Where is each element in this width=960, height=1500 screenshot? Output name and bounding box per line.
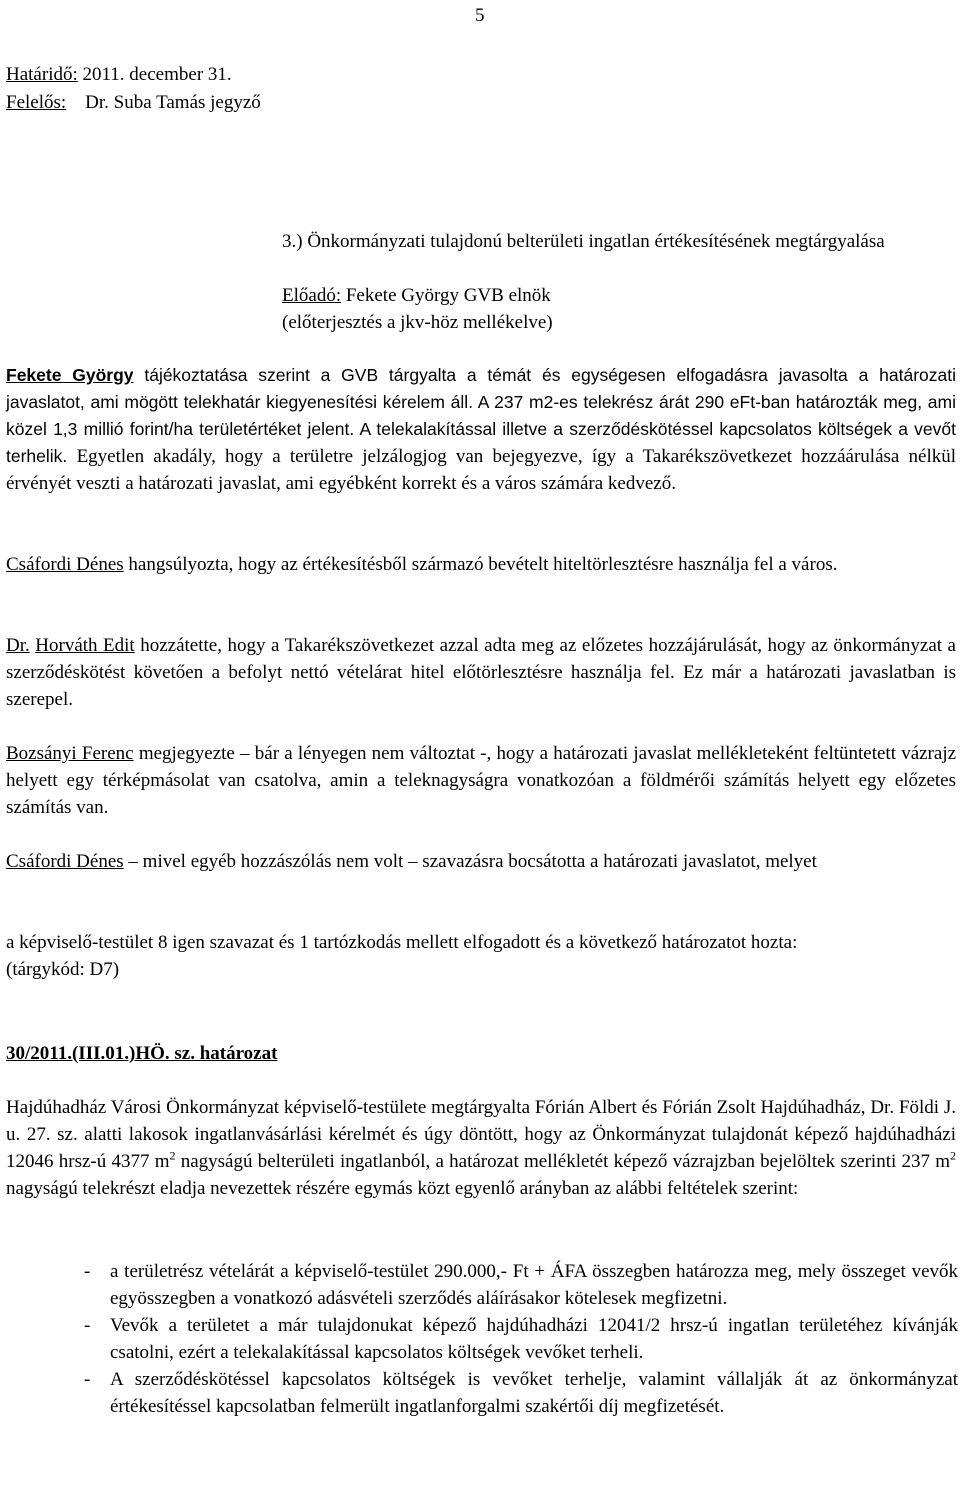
speaker-name: Horváth Edit xyxy=(35,635,135,656)
speaker-name: Csáfordi Dénes xyxy=(6,851,124,872)
subject-code: (tárgykód: D7) xyxy=(6,959,120,980)
paragraph-csafordi-1 xyxy=(6,551,956,578)
presenter-value: Fekete György GVB elnök xyxy=(345,285,551,306)
paragraph-fekete xyxy=(6,362,956,497)
paragraph-text: hangsúlyozta, hogy az értékesítésből származó bevételt hiteltörlesztésre használja fel a város. xyxy=(128,554,838,575)
paragraph-text: – mivel egyéb hozzászólás nem volt – szavazásra bocsátotta a határozati javaslatot, melyet xyxy=(128,851,817,872)
superscript: 2 xyxy=(169,1148,176,1163)
paragraph-horvath xyxy=(6,632,956,713)
agenda-note: (előterjesztés a jkv-höz mellékelve) xyxy=(282,312,553,333)
list-item-text: a területrész vételárát a képviselő-testület 290.000,- Ft + ÁFA összegben határozza meg, mely összeget vevők egyösszegben a vonatkozó adásvételi szerződés aláírásakor kötelesek megfizetni. xyxy=(110,1261,958,1309)
agenda-title: 3.) Önkormányzati tulajdonú belterületi ingatlan értékesítésének megtárgyalása xyxy=(282,231,885,252)
superscript: 2 xyxy=(950,1148,957,1163)
conditions-list xyxy=(84,1258,958,1420)
paragraph-bozsanyi xyxy=(6,740,956,821)
resolution-text-part: nagyságú telekrészt eladja nevezettek részére egymás közt egyenlő arányban az alábbi feltételek szerint: xyxy=(6,1178,799,1199)
list-item-text: A szerződéskötéssel kapcsolatos költségek is vevőket terhelje, valamint vállalják át az önkormányzat értékesítéssel kapcsolatban felmerült ingatlanforgalmi szakértői díj megfizetését. xyxy=(110,1369,958,1417)
agenda-presenter xyxy=(282,282,956,309)
responsible-line xyxy=(6,89,261,116)
speaker-name: Fekete György xyxy=(6,365,134,385)
responsible-value: Dr. Suba Tamás jegyző xyxy=(85,92,261,113)
speaker-title: Dr. xyxy=(6,635,30,656)
deadline-line xyxy=(6,61,232,88)
paragraph-text: megjegyezte – bár a lényegen nem változtat -, hogy a határozati javaslat mellékleteként feltüntetett vázrajz helyett egy térképmásolat van csatolva, amin a teleknagyságra vonatkozóan a földmérői számítás helyett egy előzetes számítás van. xyxy=(6,743,957,818)
paragraph-text: hozzátette, hogy a Takarékszövetkezet azzal adta meg az előzetes hozzájárulását, hogy az önkormányzat a szerződéskötést követően a befolyt nettó vételárat hitel előtörlesztésre használja fel. Ez már a határozati javaslatban is szerepel. xyxy=(6,635,956,710)
presenter-label: Előadó: xyxy=(282,285,342,306)
paragraph-vote xyxy=(6,929,956,983)
speaker-name: Bozsányi Ferenc xyxy=(6,743,134,764)
list-item xyxy=(84,1258,958,1312)
dash-bullet: - xyxy=(84,1315,91,1336)
list-item-text: Vevők a területet a már tulajdonukat képező hajdúhadházi 12041/2 hrsz-ú ingatlan területéhez kívánják csatolni, ezért a telekalakítással kapcsolatos költségek vevőket terheli. xyxy=(110,1315,958,1363)
list-item xyxy=(84,1366,958,1420)
responsible-label: Felelős: xyxy=(6,92,67,113)
resolution-text-part: nagyságú belterületi ingatlanból, a határozat mellékletét képező vázrajzban bejelöltek szerinti 237 m xyxy=(180,1151,951,1172)
deadline-value: 2011. december 31. xyxy=(82,64,232,85)
resolution-text-part: Hajdúhadház Városi Önkormányzat képviselő-testülete megtárgyalta Fórián Albert és Fórián Zsolt Hajdúhadház, Dr. Földi J. u. 27. sz. alatti lakosok ingatlanvásárlási kérelmét és úgy döntött, hogy az Önkormányzat tulajdonát képező hajdúhadházi 12046 hrsz-ú 4377 m xyxy=(6,1097,956,1172)
dash-bullet: - xyxy=(84,1261,91,1282)
resolution-number: 30/2011.(III.01.)HÖ. sz. határozat xyxy=(6,1043,278,1064)
dash-bullet: - xyxy=(84,1369,91,1390)
page-number: 5 xyxy=(475,5,485,26)
paragraph-text: tájékoztatása szerint a GVB tárgyalta a témát és egységesen elfogadásra javasolta a határozati javaslatot, ami mögött telekhatár kiegyenesítési kérelem áll. A 237 m2-es telekrész árát 290 eFt-ban határozták meg, ami közel 1,3 millió forint/ha területértéket jelent. A telekalakítással illetve a szerződéskötéssel kapcsolatos költségek a vevőt terhelik. xyxy=(6,365,956,466)
paragraph-text: Egyetlen akadály, hogy a területre jelzálogjog van bejegyezve, így a Takarékszövetkezet hozzáárulása nélkül érvényét veszti a határozati javaslat, ami egyébként korrekt és a város számára kedvező. xyxy=(6,446,956,494)
paragraph-csafordi-2 xyxy=(6,848,956,875)
list-item xyxy=(84,1312,958,1366)
vote-text: a képviselő-testület 8 igen szavazat és 1 tartózkodás mellett elfogadott és a következő határozatot hozta: xyxy=(6,932,798,953)
speaker-name: Csáfordi Dénes xyxy=(6,554,124,575)
deadline-label: Határidő: xyxy=(6,64,78,85)
resolution-text xyxy=(6,1094,956,1202)
